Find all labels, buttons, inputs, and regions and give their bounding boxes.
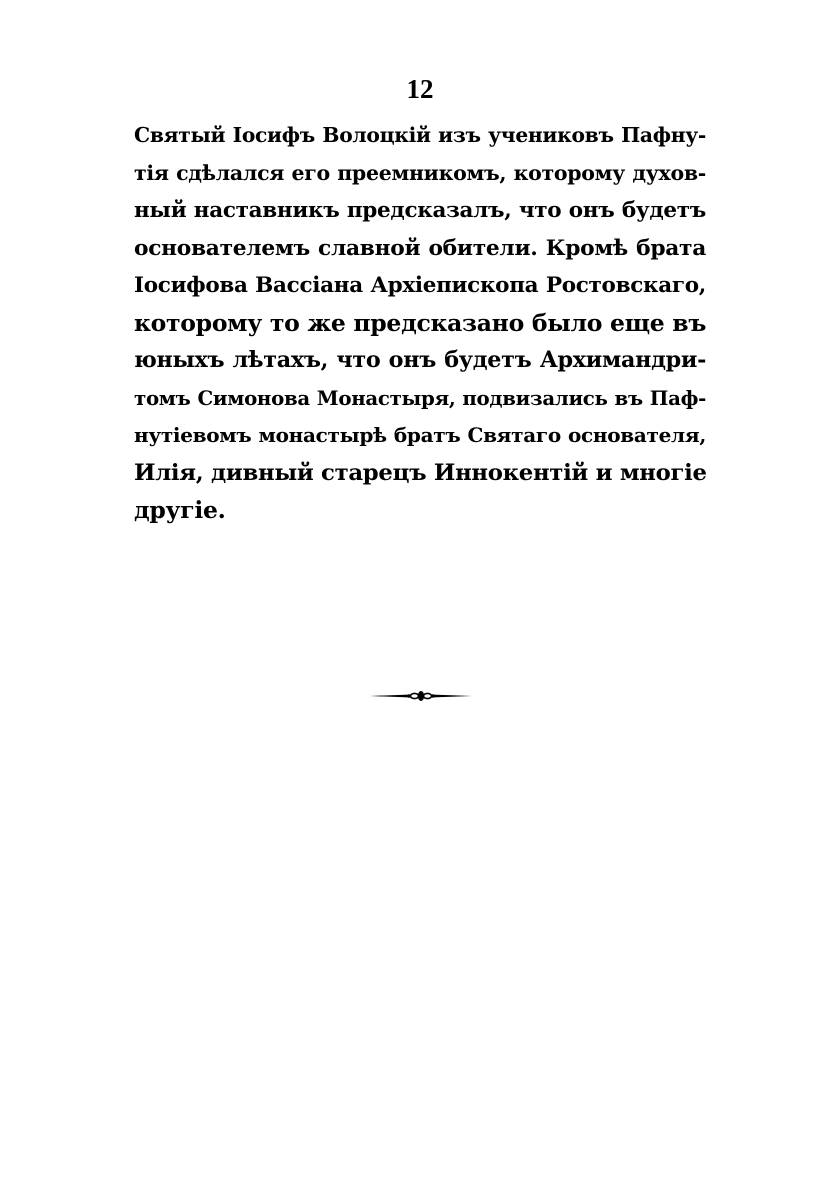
text-line: Святый Іосифъ Волоцкій изъ учениковъ Пафну- [134, 123, 706, 147]
text-line: тія сдѣлался его преемникомъ, которому духов- [134, 160, 706, 185]
scroll-divider-ornament-icon [368, 686, 474, 706]
text-line: томъ Симонова Монастыря, подвизались въ Паф- [134, 385, 706, 410]
text-line-last: другіе. [134, 496, 226, 524]
body-paragraph [134, 117, 706, 530]
text-line: основателемъ славной обители. Кромѣ брата [134, 235, 706, 261]
text-line: ный наставникъ предсказалъ, что онъ будетъ [134, 198, 706, 223]
page-number: 12 [406, 74, 434, 104]
text-line: нутіевомъ монастырѣ братъ Святаго основателя, [134, 423, 706, 447]
text-line: Илія, дивный старецъ Иннокентій и многіе [134, 459, 707, 486]
text-line: которому то же предсказано было еще въ [134, 308, 707, 337]
text-line: юныхъ лѣтахъ, что онъ будетъ Архимандри- [134, 347, 706, 373]
text-line: Іосифова Вассіана Архіепископа Ростовскаго, [134, 273, 706, 298]
